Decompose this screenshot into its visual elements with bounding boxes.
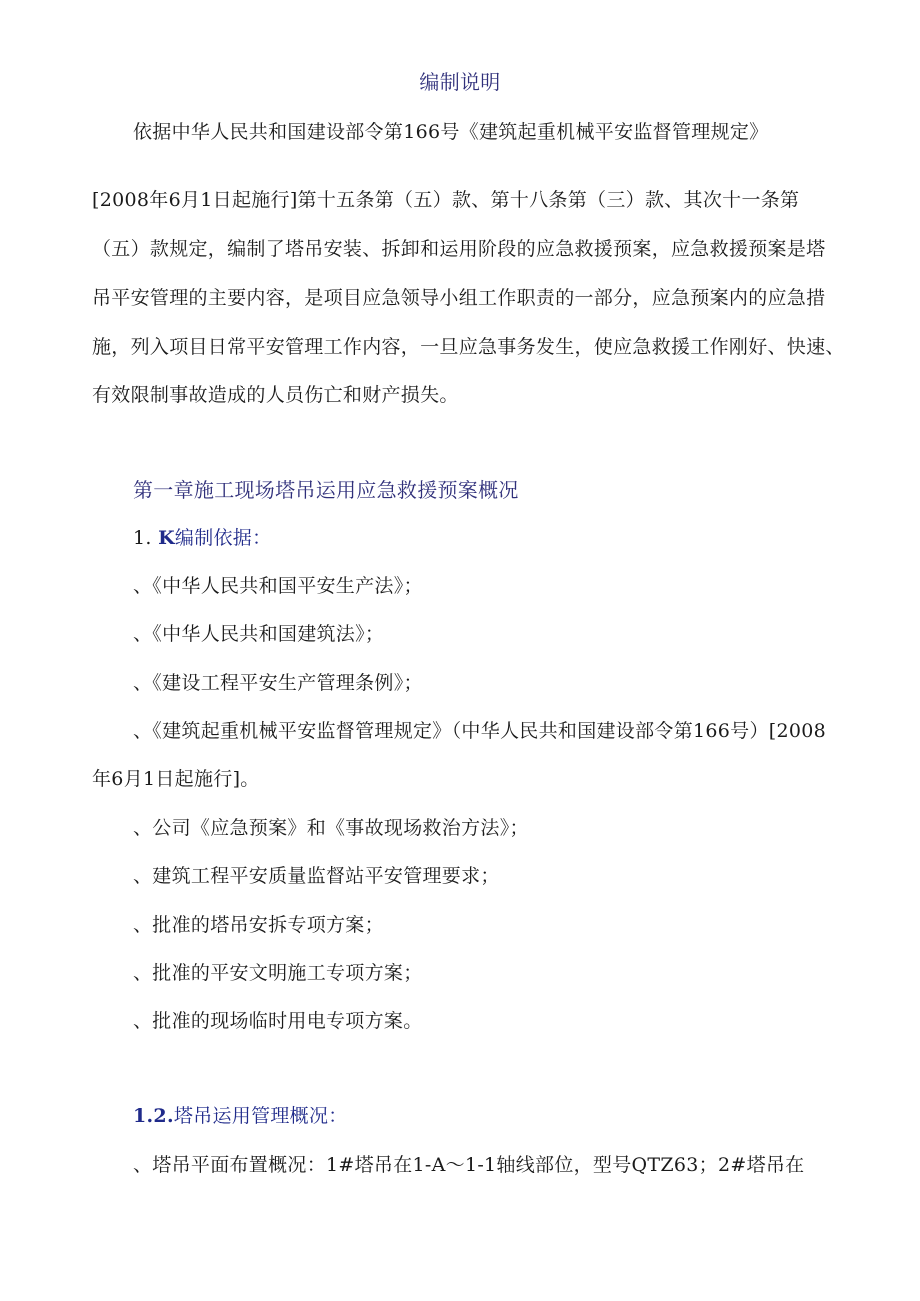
basis-item-4-cont: 年6月1日起施行]。	[92, 768, 260, 790]
basis-item-6: 、建筑工程平安质量监督站平安管理要求；	[133, 865, 500, 887]
basis-item-5: 、公司《应急预案》和《事故现场救治方法》；	[133, 817, 529, 839]
intro-line-1: 依据中华人民共和国建设部令第166号《建筑起重机械平安监督管理规定》	[133, 121, 769, 143]
tower-crane-layout-line: 、塔吊平面布置概况：1#塔吊在1-A～1-1轴线部位，型号QTZ63；2#塔吊在	[133, 1154, 805, 1176]
document-title: 编制说明	[419, 70, 501, 94]
intro-line-3: （五）款规定，编制了塔吊安装、拆卸和运用阶段的应急救援预案，应急救援预案是塔	[92, 238, 826, 260]
basis-item-3: 、《建设工程平安生产管理条例》；	[133, 672, 423, 694]
basis-item-8: 、批准的平安文明施工专项方案；	[133, 962, 423, 984]
section-1-2-heading	[133, 1104, 348, 1128]
section-1-1-number: 1.	[133, 527, 159, 549]
intro-line-4: 吊平安管理的主要内容，是项目应急领导小组工作职责的一部分，应急预案内的应急措	[92, 287, 826, 309]
intro-line-2: [2008年6月1日起施行]第十五条第（五）款、第十八条第（三）款、其次十一条第	[92, 189, 800, 211]
intro-line-6: 有效限制事故造成的人员伤亡和财产损失。	[92, 384, 459, 406]
section-1-1-heading	[133, 526, 271, 550]
basis-item-9: 、批准的现场临时用电专项方案。	[133, 1010, 423, 1032]
section-1-2-label: 塔吊运用管理概况：	[173, 1105, 348, 1127]
section-1-1-label: 编制依据：	[174, 527, 272, 549]
basis-item-4: 、《建筑起重机械平安监督管理规定》（中华人民共和国建设部令第166号）[2008	[133, 720, 827, 742]
section-1-1-k: K	[158, 527, 175, 549]
section-1-2-number: 1.2.	[133, 1105, 174, 1127]
basis-item-1: 、《中华人民共和国平安生产法》；	[133, 575, 423, 597]
intro-line-5: 施，列入项目日常平安管理工作内容，一旦应急事务发生，使应急救援工作刚好、快速、	[92, 336, 845, 358]
basis-item-7: 、批准的塔吊安拆专项方案；	[133, 914, 384, 936]
basis-item-2: 、《中华人民共和国建筑法》；	[133, 623, 385, 645]
chapter-1-title: 第一章施工现场塔吊运用应急救援预案概况	[133, 478, 519, 502]
